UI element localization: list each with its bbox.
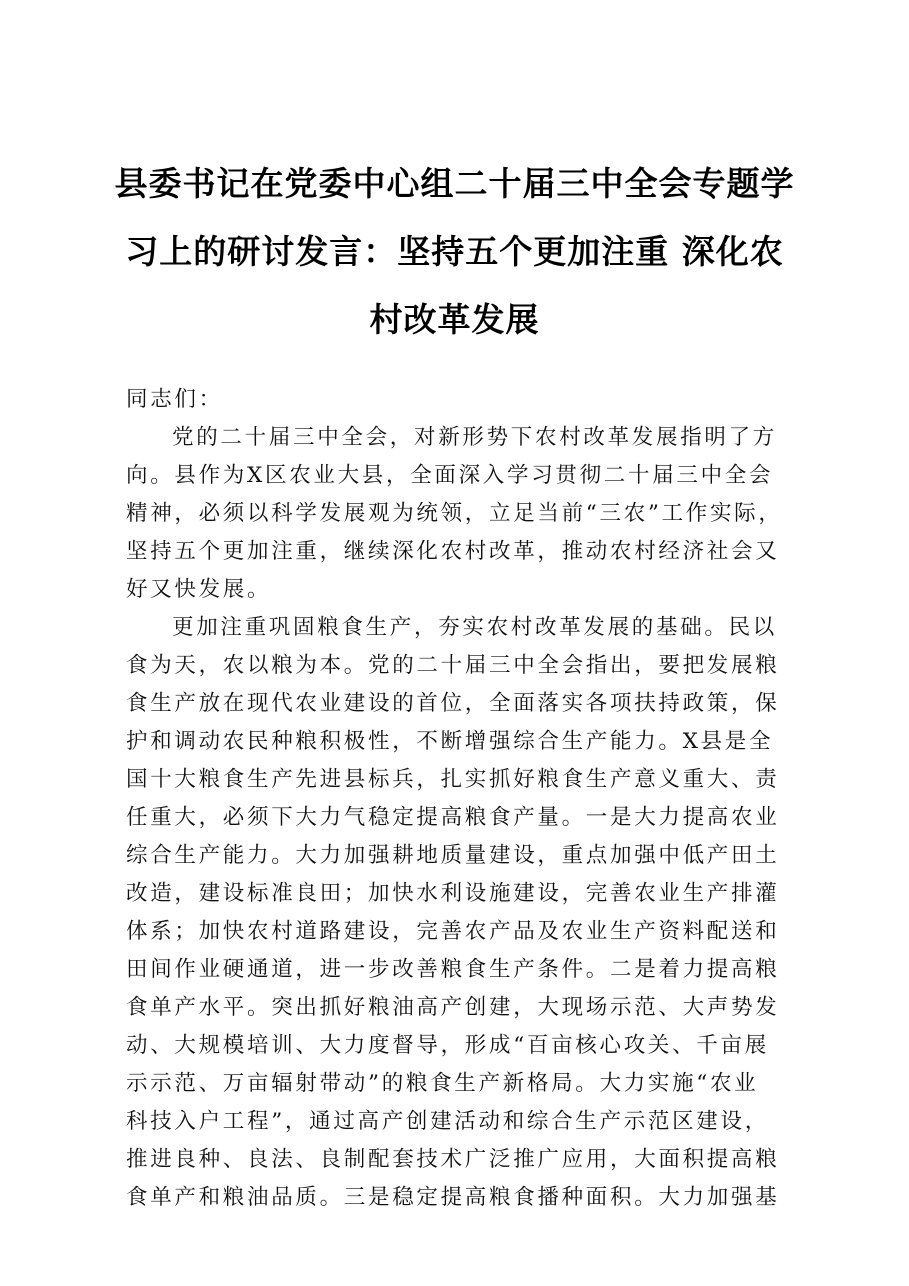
paragraph-line: 科技入户工程”，通过高产创建活动和综合生产示范区建设， bbox=[126, 1109, 769, 1134]
title-line: 村改革发展 bbox=[369, 300, 540, 339]
paragraph-line: 更加注重巩固粮食生产，夯实农村改革发展的基础。民以 bbox=[172, 615, 778, 640]
paragraph-line: 食生产放在现代农业建设的首位，全面落实各项扶持政策，保 bbox=[126, 691, 780, 716]
paragraph-line: 动、大规模培训、大力度督导，形成“百亩核心攻关、千亩展 bbox=[126, 1033, 769, 1058]
paragraph-line: 精神，必须以科学发展观为统领，立足当前“三农”工作实际， bbox=[126, 501, 783, 526]
salutation: 同志们： bbox=[126, 387, 223, 412]
paragraph-line: 党的二十届三中全会，对新形势下农村改革发展指明了方 bbox=[172, 425, 778, 450]
title-line: 习上的研讨发言：坚持五个更加注重 深化农 bbox=[125, 232, 784, 271]
paragraph-line: 综合生产能力。大力加强耕地质量建设，重点加强中低产田土 bbox=[126, 843, 780, 868]
paragraph-line: 任重大，必须下大力气稳定提高粮食产量。一是大力提高农业 bbox=[126, 805, 780, 830]
paragraph-line: 改造，建设标准良田；加快水利设施建设，完善农业生产排灌 bbox=[126, 881, 780, 906]
paragraph-line: 好又快发展。 bbox=[126, 577, 272, 602]
paragraph-1 bbox=[126, 419, 816, 609]
paragraph-line: 食单产水平。突出抓好粮油高产创建，大现场示范、大声势发 bbox=[126, 995, 780, 1020]
paragraph-line: 体系；加快农村道路建设，完善农产品及农业生产资料配送和 bbox=[126, 919, 780, 944]
paragraph-line: 推进良种、良法、良制配套技术广泛推广应用，大面积提高粮 bbox=[126, 1147, 780, 1172]
paragraph-line: 国十大粮食生产先进县标兵，扎实抓好粮食生产意义重大、责 bbox=[126, 767, 780, 792]
document-title bbox=[100, 150, 809, 354]
paragraph-line: 坚持五个更加注重，继续深化农村改革，推动农村经济社会又 bbox=[126, 539, 780, 564]
paragraph-line: 示示范、万亩辐射带动”的粮食生产新格局。大力实施“农业 bbox=[126, 1071, 759, 1096]
paragraph-line: 护和调动农民种粮积极性，不断增强综合生产能力。X县是全 bbox=[126, 729, 774, 754]
paragraph-line: 食为天，农以粮为本。党的二十届三中全会指出，要把发展粮 bbox=[126, 653, 780, 678]
paragraph-line: 田间作业硬通道，进一步改善粮食生产条件。二是着力提高粮 bbox=[126, 957, 780, 982]
paragraph-2 bbox=[126, 609, 816, 1217]
document-body bbox=[126, 381, 816, 1217]
paragraph-line: 向。县作为X区农业大县，全面深入学习贯彻二十届三中全会 bbox=[126, 463, 774, 488]
paragraph-line: 食单产和粮油品质。三是稳定提高粮食播种面积。大力加强基 bbox=[126, 1185, 780, 1210]
title-line: 县委书记在党委中心组二十届三中全会专题学 bbox=[114, 164, 795, 203]
